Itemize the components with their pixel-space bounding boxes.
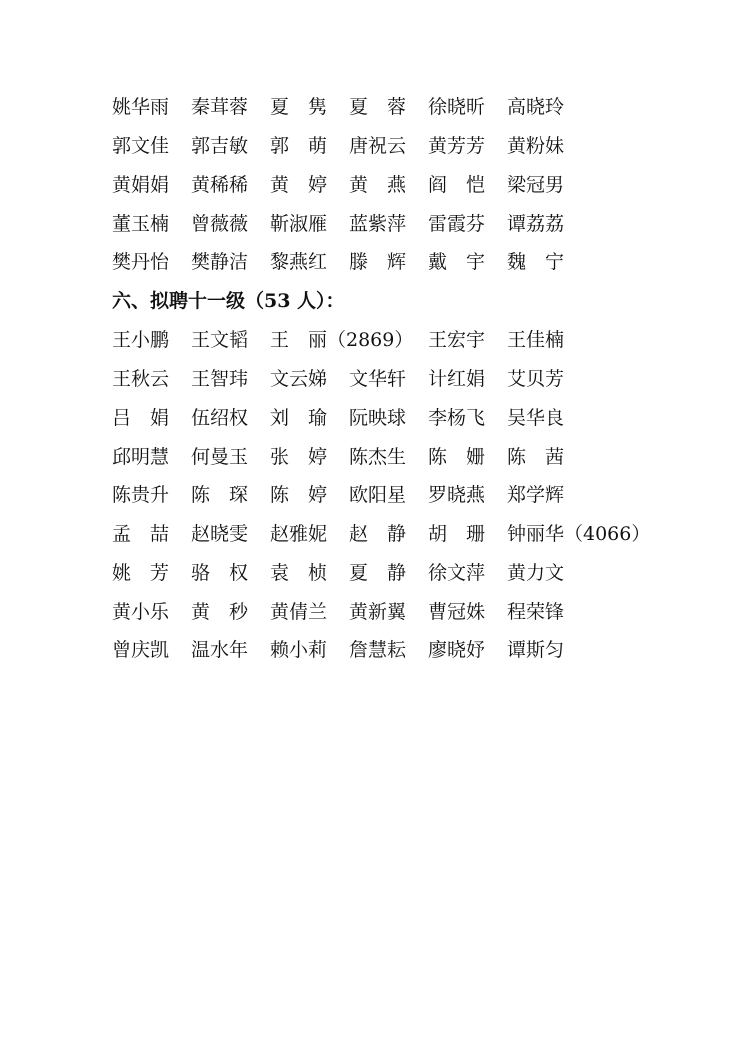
name-entry: 陈 婷: [270, 484, 328, 506]
name-entry: 王智玮: [191, 368, 249, 390]
name-entry: 陈 琛: [191, 484, 249, 506]
name-entry: 吴华良: [507, 407, 565, 429]
name-entry: 胡 珊: [428, 523, 486, 545]
name-entry: 骆 权: [191, 562, 249, 584]
name-entry: 黄粉妹: [507, 135, 565, 157]
name-row: [0, 131, 735, 161]
name-entry: 樊丹怡: [112, 251, 170, 273]
name-entry: 夏 蓉: [349, 96, 407, 118]
name-entry: 何曼玉: [191, 446, 249, 468]
name-entry: 郭吉敏: [191, 135, 249, 157]
name-entry: 黄 婷: [270, 174, 328, 196]
name-entry: 吕 娟: [112, 407, 170, 429]
name-entry: 黎燕红: [270, 251, 328, 273]
name-entry: 伍绍权: [191, 407, 249, 429]
name-row: [0, 519, 735, 549]
name-entry: 郭 萌: [270, 135, 328, 157]
name-entry: 艾贝芳: [507, 368, 565, 390]
name-entry: 黄新翼: [349, 601, 407, 623]
name-entry: 赵雅妮: [270, 523, 328, 545]
name-entry: 唐祝云: [349, 135, 407, 157]
name-row: [0, 364, 735, 394]
name-entry: 魏 宁: [507, 251, 565, 273]
name-entry: 钟丽华（4066）: [507, 523, 651, 545]
name-entry: 樊静洁: [191, 251, 249, 273]
name-entry: 姚 芳: [112, 562, 170, 584]
name-entry: 郭文佳: [112, 135, 170, 157]
name-entry: 阎 恺: [428, 174, 486, 196]
name-entry: 赵晓雯: [191, 523, 249, 545]
name-entry: 戴 宇: [428, 251, 486, 273]
name-entry: 姚华雨: [112, 96, 170, 118]
name-entry: 黄倩兰: [270, 601, 328, 623]
name-row: [0, 597, 735, 627]
name-row: [0, 247, 735, 277]
name-entry: 陈 茜: [507, 446, 565, 468]
name-entry: 赵 静: [349, 523, 407, 545]
name-entry: 黄 秒: [191, 601, 249, 623]
name-entry: 徐晓昕: [428, 96, 486, 118]
name-entry: 李杨飞: [428, 407, 486, 429]
name-entry: 詹慧耘: [349, 639, 407, 661]
name-entry: 郑学辉: [507, 484, 565, 506]
name-entry: 高晓玲: [507, 96, 565, 118]
name-entry: 黄稀稀: [191, 174, 249, 196]
name-entry: 王小鹏: [112, 329, 170, 351]
name-entry: 王 丽（2869）: [270, 329, 414, 351]
name-entry: 秦茸蓉: [191, 96, 249, 118]
name-entry: 刘 瑜: [270, 407, 328, 429]
name-entry: 陈贵升: [112, 484, 170, 506]
name-entry: 袁 桢: [270, 562, 328, 584]
name-entry: 张 婷: [270, 446, 328, 468]
name-entry: 梁冠男: [507, 174, 565, 196]
name-row: [0, 92, 735, 122]
name-entry: 邱明慧: [112, 446, 170, 468]
name-entry: 程荣锋: [507, 601, 565, 623]
name-row: [0, 480, 735, 510]
name-entry: 罗晓燕: [428, 484, 486, 506]
name-entry: 陈杰生: [349, 446, 407, 468]
name-entry: 徐文萍: [428, 562, 486, 584]
name-row: [0, 209, 735, 239]
name-row: [0, 325, 735, 355]
name-entry: 雷霞芬: [428, 213, 486, 235]
name-entry: 温水年: [191, 639, 249, 661]
name-entry: 阮映球: [349, 407, 407, 429]
name-entry: 文华轩: [349, 368, 407, 390]
name-entry: 王宏宇: [428, 329, 486, 351]
name-entry: 黄小乐: [112, 601, 170, 623]
name-entry: 赖小莉: [270, 639, 328, 661]
name-entry: 王佳楠: [507, 329, 565, 351]
name-entry: 谭斯匀: [507, 639, 565, 661]
name-entry: 文云娣: [270, 368, 328, 390]
name-entry: 黄力文: [507, 562, 565, 584]
name-entry: 陈 姗: [428, 446, 486, 468]
name-entry: 靳淑雁: [270, 213, 328, 235]
name-entry: 计红娟: [428, 368, 486, 390]
name-entry: 王文韬: [191, 329, 249, 351]
name-entry: 滕 辉: [349, 251, 407, 273]
name-row: [0, 558, 735, 588]
name-entry: 谭荔荔: [507, 213, 565, 235]
name-entry: 廖晓妤: [428, 639, 486, 661]
name-entry: 王秋云: [112, 368, 170, 390]
name-entry: 曹冠姝: [428, 601, 486, 623]
name-entry: 夏 隽: [270, 96, 328, 118]
name-entry: 黄芳芳: [428, 135, 486, 157]
name-entry: 黄娟娟: [112, 174, 170, 196]
name-row: [0, 403, 735, 433]
name-row: [0, 442, 735, 472]
name-entry: 欧阳星: [349, 484, 407, 506]
name-entry: 曾庆凯: [112, 639, 170, 661]
section-heading: 六、拟聘十一级（53 人）：: [112, 290, 345, 312]
name-entry: 黄 燕: [349, 174, 407, 196]
name-entry: 曾薇薇: [191, 213, 249, 235]
name-entry: 蓝紫萍: [349, 213, 407, 235]
name-entry: 夏 静: [349, 562, 407, 584]
name-row: [0, 170, 735, 200]
name-entry: 董玉楠: [112, 213, 170, 235]
name-row: [0, 635, 735, 665]
name-entry: 孟 喆: [112, 523, 170, 545]
